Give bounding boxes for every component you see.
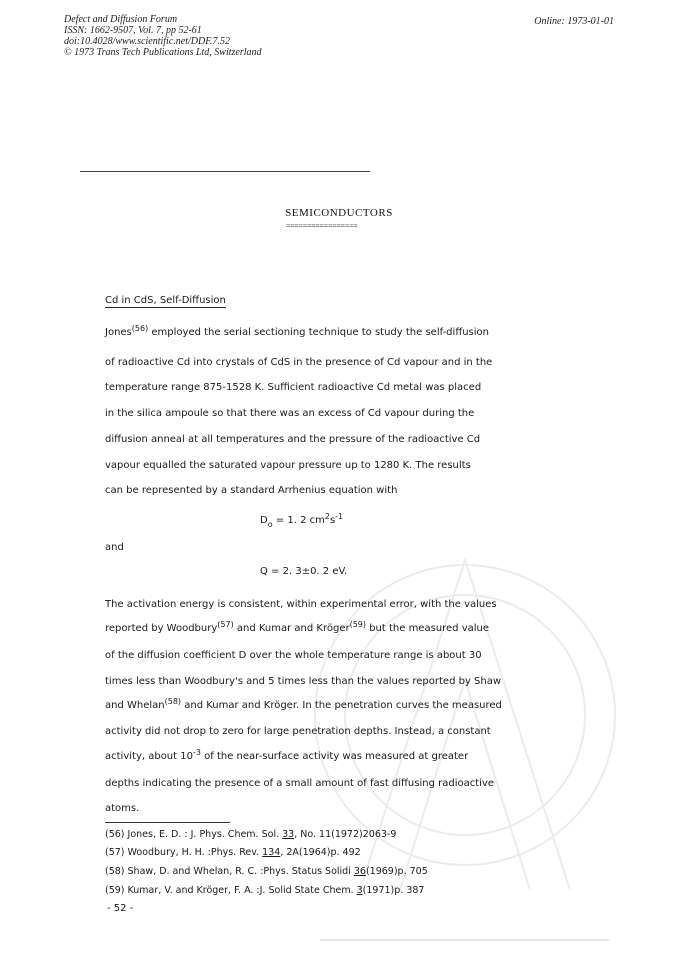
footnote-divider xyxy=(105,822,230,823)
subsection-heading: Cd in CdS, Self-Diffusion xyxy=(105,295,226,306)
para2-line-4: times less than Woodbury's and 5 times less than the values reported by Shaw xyxy=(105,676,502,687)
para2-line-3: of the diffusion coefficient D over the whole temperature range is about 30 xyxy=(105,650,482,661)
top-divider xyxy=(80,171,370,172)
journal-name: Defect and Diffusion Forum xyxy=(64,14,178,25)
body-line-5: diffusion anneal at all temperatures and the pressure of the radioactive Cd xyxy=(105,434,481,445)
footnote-59: (59) Kumar, V. and Kröger, F. A. :J. Solid State Chem. 3(1971)p. 387 xyxy=(105,885,425,896)
footnote-58: (58) Shaw, D. and Whelan, R. C. :Phys. Status Solidi 36(1969)p. 705 xyxy=(105,866,428,877)
para2-line-5: and Whelan$^{(58)}$ and Kumar and Kröger. In the penetration curves the measured xyxy=(105,697,502,711)
para2-line-8: depths indicating the presence of a small amount of fast diffusing radioactive xyxy=(105,778,494,789)
equation-q: Q = 2. 3±0. 2 eV. xyxy=(260,566,348,577)
copyright-line: © 1973 Trans Tech Publications Ltd, Switzerland xyxy=(64,47,262,58)
section-title: SEMICONDUCTORS xyxy=(285,207,393,219)
issn-line: ISSN: 1662-9507, Vol. 7, pp 52-61 xyxy=(64,25,202,36)
para2-line-1: The activation energy is consistent, within experimental error, with the values xyxy=(105,599,497,610)
page-number: - 52 - xyxy=(107,903,134,914)
reference-58[interactable]: (58) xyxy=(164,697,182,706)
and-connector: and xyxy=(105,542,124,553)
reference-56[interactable]: (56) xyxy=(131,324,149,333)
section-title-underline: ================= xyxy=(286,222,358,230)
online-date: Online: 1973-01-01 xyxy=(534,16,614,27)
body-line-6: vapour equalled the saturated vapour pressure up to 1280 K. The results xyxy=(105,460,471,471)
body-line-4: in the silica ampoule so that there was an excess of Cd vapour during the xyxy=(105,408,475,419)
journal-header xyxy=(64,14,262,58)
body-line-3: temperature range 875-1528 K. Sufficient radioactive Cd metal was placed xyxy=(105,382,482,393)
para2-line-9: atoms. xyxy=(105,803,140,814)
body-line-7: can be represented by a standard Arrhenius equation with xyxy=(105,485,398,496)
reference-57[interactable]: (57) xyxy=(217,620,234,629)
body-line-2: of radioactive Cd into crystals of CdS in the presence of Cd vapour and in the xyxy=(105,357,493,368)
para2-line-2: reported by Woodbury$^{(57)}$ and Kumar and Kröger$^{(59)}$ but the measured value xyxy=(105,620,490,634)
para2-line-6: activity did not drop to zero for large penetration depths. Instead, a constant xyxy=(105,726,491,737)
reference-59[interactable]: (59) xyxy=(349,620,367,629)
para2-line-7: activity, about $10^{-3}$ of the near-surface activity was measured at greater xyxy=(105,748,469,762)
footnote-57: (57) Woodbury, H. H. :Phys. Rev. 134, 2A(1964)p. 492 xyxy=(105,847,361,858)
footnote-56: (56) Jones, E. D. : J. Phys. Chem. Sol. 33, No. 11(1972)2063-9 xyxy=(105,829,397,840)
body-line-1: Jones$^{(56)}$ employed the serial sectioning technique to study the self-diffusion xyxy=(105,324,489,338)
equation-d0: $D_o = 1$. 2 $cm^2s^{-1}$ xyxy=(260,512,344,529)
doi-line[interactable]: doi:10.4028/www.scientific.net/DDF.7.52 xyxy=(64,36,231,47)
